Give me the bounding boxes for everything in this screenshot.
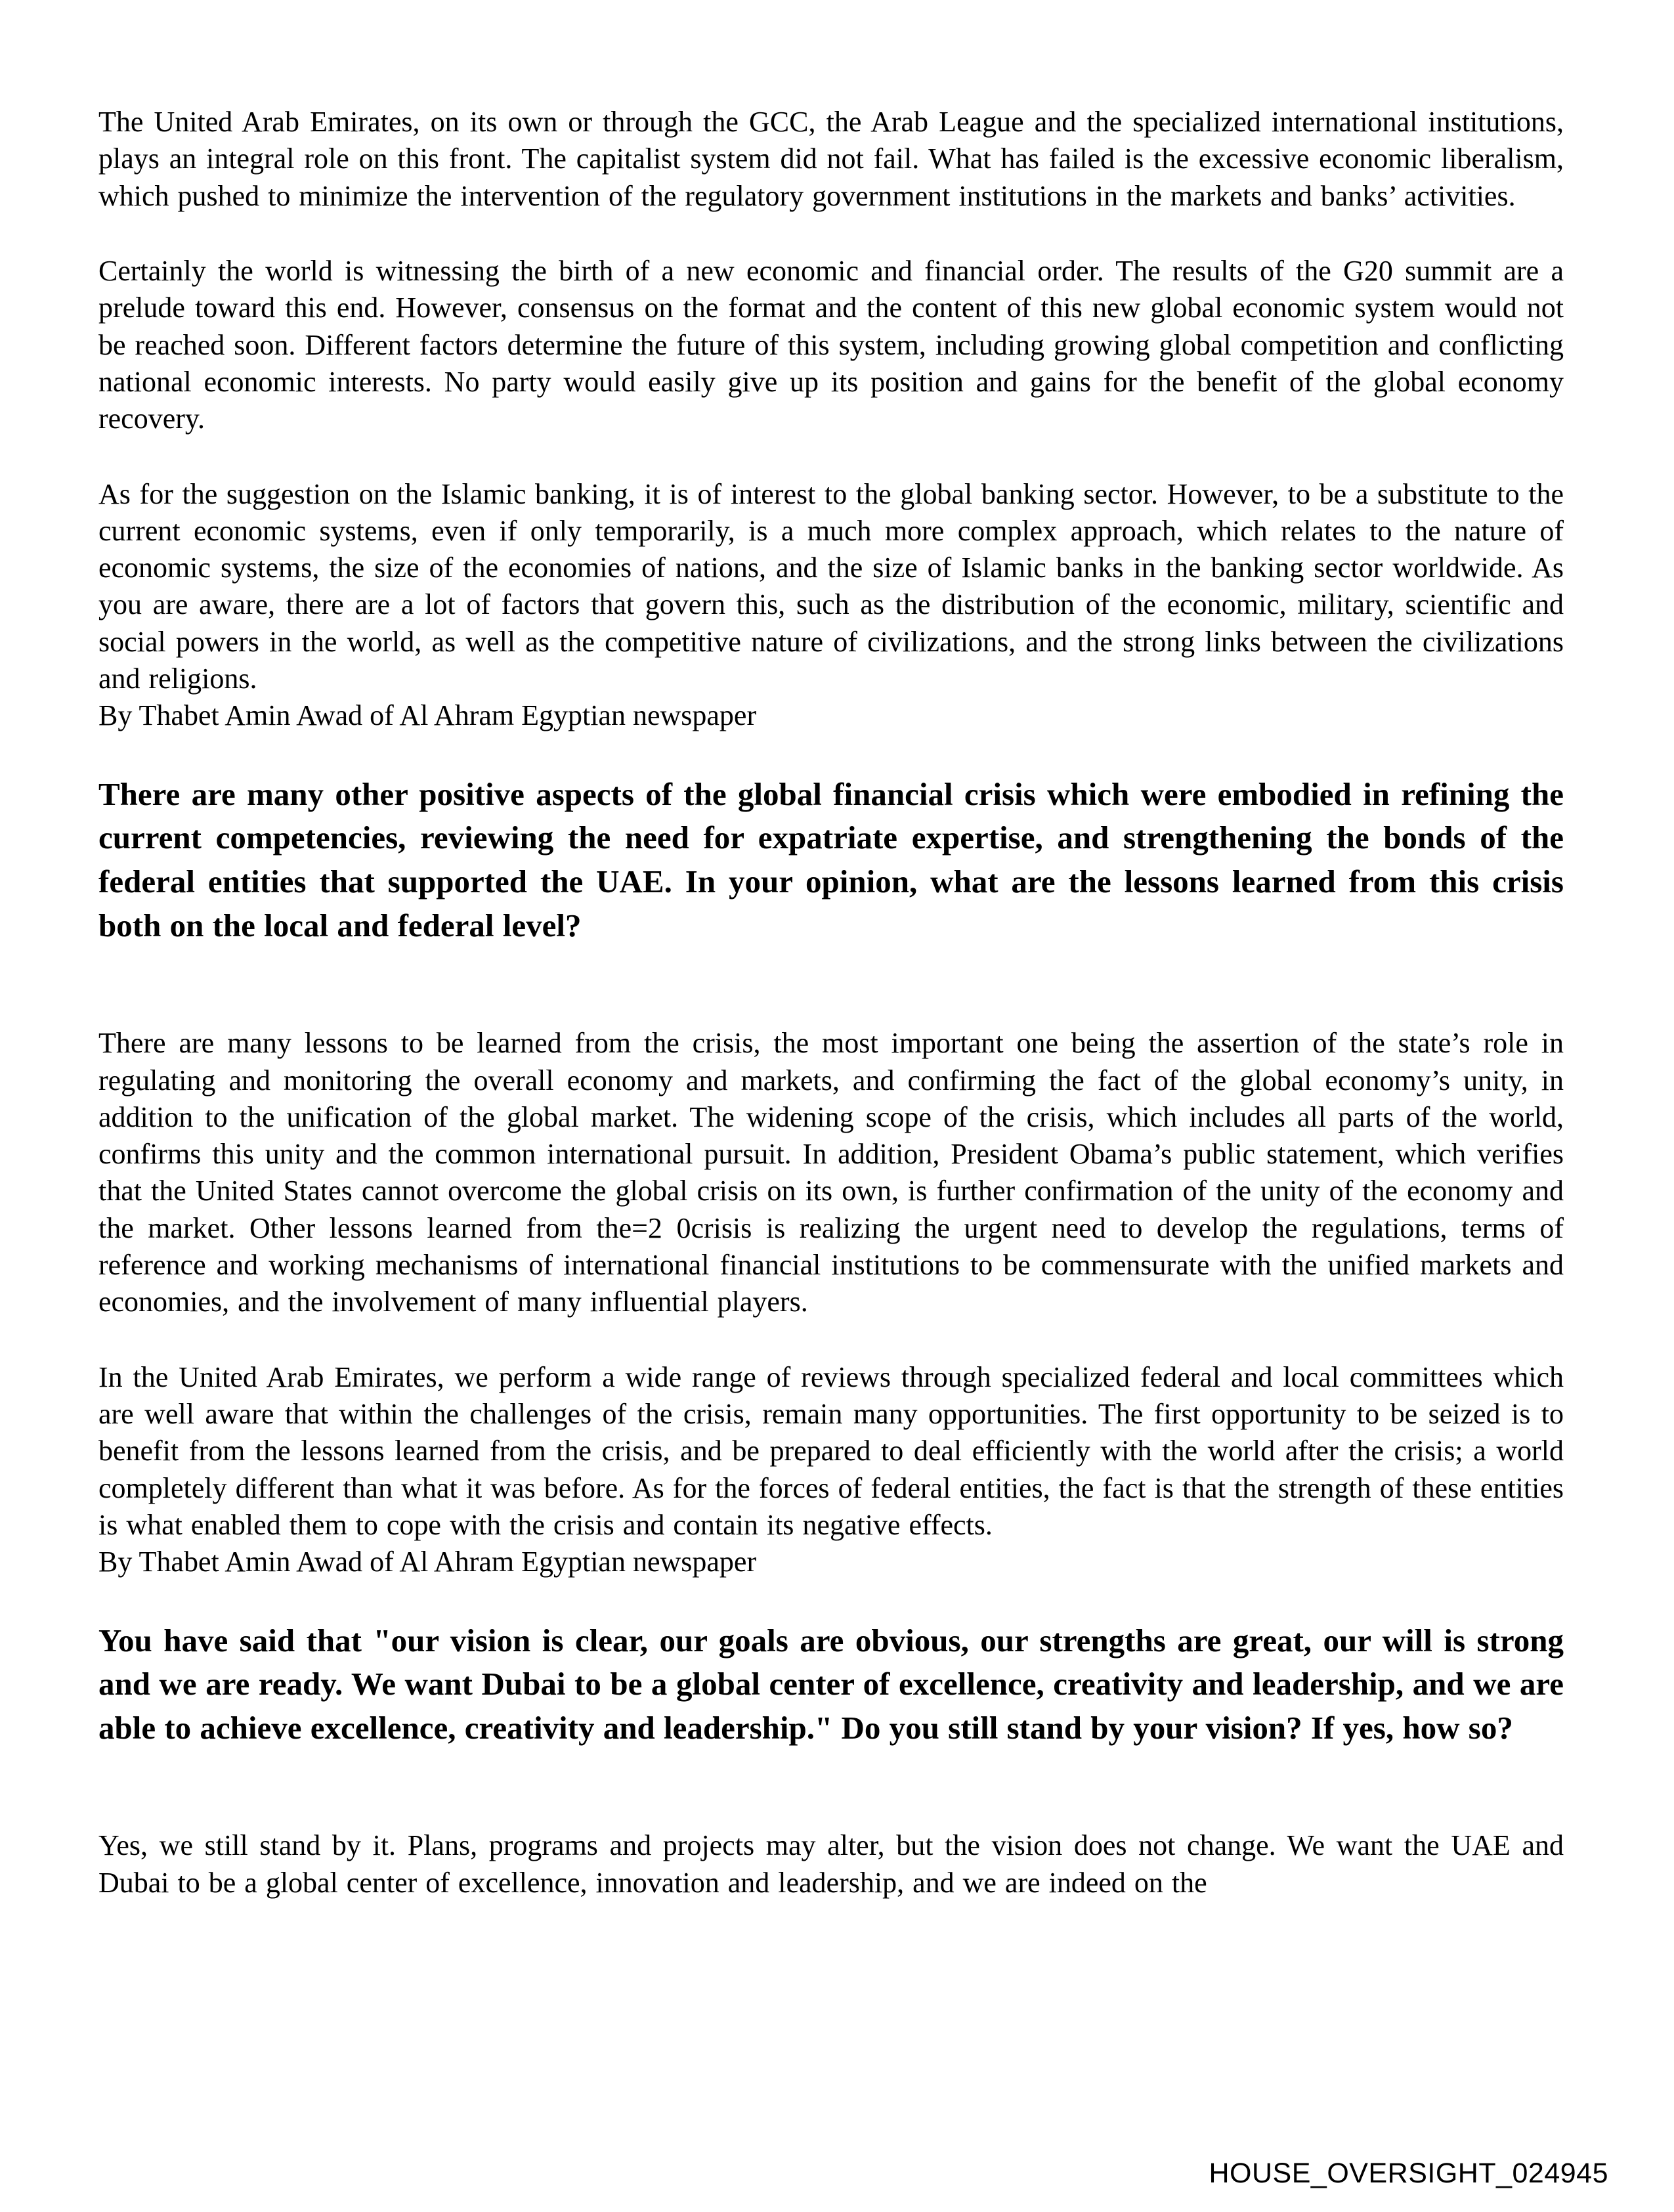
paragraph-capitalist-system: The United Arab Emirates, on its own or through the GCC, the Arab League and the specialized international institutions, plays an integral role on this front. The capitalist system did not fail. What has failed is the excessive economic liberalism, which pushed to minimize the intervention of the regulatory government institutions in the markets and banks’ activities. bbox=[98, 106, 1564, 212]
bates-number: HOUSE_OVERSIGHT_024945 bbox=[1209, 2158, 1608, 2189]
byline-thabet-awad-1: By Thabet Amin Awad of Al Ahram Egyptian newspaper bbox=[98, 699, 757, 732]
paragraph-uae-reviews: In the United Arab Emirates, we perform a wide range of reviews through specialized federal and local committees which are well aware that within the challenges of the crisis, remain many opportunities. The first opportunity to be seized is to benefit from the lessons learned from the crisis, and be prepared to deal efficiently with the world after the crisis; a world completely different than what it was before. As for the forces of federal entities, the fact is that the strength of these entities is what enabled them to cope with the crisis and contain its negative effects. bbox=[98, 1360, 1564, 1541]
paragraph-vision-answer: Yes, we still stand by it. Plans, programs and projects may alter, but the vision does not change. We want the UAE and Dubai to be a global center of excellence, innovation and leadership, and we are indeed on the bbox=[98, 1829, 1564, 1899]
paragraph-lessons-answer: There are many lessons to be learned from the crisis, the most important one being the assertion of the state’s role in regulating and monitoring the overall economy and markets, and confirming the fact of the global economy’s unity, in addition to the unification of the global market. The widening scope of the crisis, which includes all parts of the world, confirms this unity and the common international pursuit. In addition, President Obama’s public statement, which verifies that the United States cannot overcome the global crisis on its own, is further confirmation of the unity of the economy and the market. Other lessons learned from the=2 0crisis is realizing the urgent need to develop the regulations, terms of reference and working mechanisms of international financial institutions to be commensurate with the unified markets and economies, and the involvement of many influential players. bbox=[98, 1027, 1564, 1318]
paragraph-new-economic-order: Certainly the world is witnessing the birth of a new economic and financial order. The results of the G20 summit are a prelude toward this end. However, consensus on the format and the content of this new global economic system would not be reached soon. Different factors determine the future of this system, including growing global competition and conflicting national economic interests. No party would easily give up its position and gains for the benefit of the global economy recovery. bbox=[98, 254, 1564, 435]
question-vision: You have said that "our vision is clear, our goals are obvious, our strengths are great, our will is strong and we are ready. We want Dubai to be a global center of excellence, creativity and leadership, and we are able to achieve excellence, creativity and leadership." Do you still stand by your vision? If yes, how so? bbox=[98, 1622, 1564, 1746]
question-lessons-learned: There are many other positive aspects of the global financial crisis which were embodied in refining the current competencies, reviewing the need for expatriate expertise, and strengthening the bonds of the federal entities that supported the UAE. In your opinion, what are the lessons learned from this crisis both on the local and federal level? bbox=[98, 775, 1564, 943]
byline-thabet-awad-2: By Thabet Amin Awad of Al Ahram Egyptian newspaper bbox=[98, 1546, 757, 1578]
paragraph-islamic-banking: As for the suggestion on the Islamic banking, it is of interest to the global banking sector. However, to be a substitute to the current economic systems, even if only temporarily, is a much more complex approach, which relates to the nature of economic systems, the size of the economies of nations, and the size of Islamic banks in the banking sector worldwide. As you are aware, there are a lot of factors that govern this, such as the distribution of the economic, military, scientific and social powers in the world, as well as the competitive nature of civilizations, and the strong links between the civilizations and religions. bbox=[98, 477, 1564, 695]
